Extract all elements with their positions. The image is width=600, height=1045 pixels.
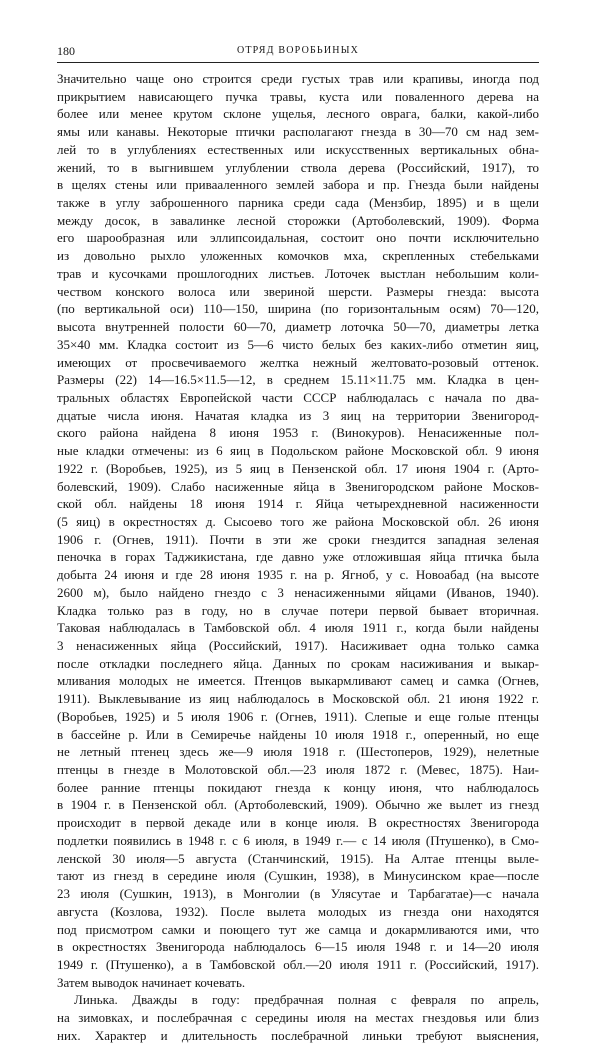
text-line: 35×40 мм. Кладка состоит из 5—6 чисто белых без каких-либо отметин яиц, (57, 336, 539, 352)
text-line: более или менее крутом склоне ущелья, лесного оврага, балки, какой-либо (57, 106, 539, 122)
text-line: его шарообразная или эллипсоидальная, состоит оно почти исключительно (57, 230, 539, 246)
text-line: 3 ненасиженных яйца (Российский, 1917). Насиживает одна только самка (57, 638, 539, 653)
text-line: подлетки появились в 1948 г. с 6 июля, в 1949 г.— с 14 июля (Птушенко), в Смо- (57, 832, 539, 848)
text-line: в бассейне р. Или в Семиречье найдены 10 июля 1918 г., оперенный, но еще (57, 726, 539, 742)
text-line: в окрестностях Звенигорода наблюдалось 6—15 июля 1948 г. и 14—20 июля (57, 939, 539, 955)
text-line: пеночка в горах Таджикистана, где давно уже отложившая яйца птичка была (57, 549, 539, 565)
text-line: дцатые числа июня. Начатая кладка из 3 яиц на территории Звенигород- (57, 407, 539, 423)
text-line: 1922 г. (Воробьев, 1925), из 5 яиц в Пензенской обл. 17 июня 1904 г. (Арто- (57, 460, 539, 476)
text-line: 23 июля (Сушкин, 1913), в Монголии (в Улясутае и Тарбагатае)—с начала (57, 886, 539, 902)
text-line: происходит в первой декаде или в конце июля. В окрестностях Звенигорода (57, 815, 539, 831)
text-line: (по вертикальной оси) 110—150, ширина (по горизонтальным осям) 70—120, (57, 301, 539, 317)
text-line: не летный птенец здесь же—9 июля 1918 г. (Шестоперов, 1929), нелетные (57, 744, 539, 760)
text-line: в 1904 г. в Пензенской обл. (Артоболевский, 1909). Обычно же вылет из гнезд (57, 797, 539, 813)
text-line: Линька. Дважды в году: предбрачная полная с февраля по апрель, (74, 992, 539, 1008)
text-line: ского района найдена 8 июня 1953 г. (Винокуров). Ненасиженные пол- (57, 425, 539, 441)
text-line: Размеры (22) 14—16.5×11.5—12, в среднем 15.11×11.75 мм. Кладка в цен- (57, 372, 539, 388)
text-line: тают из гнезд в середине июля (Сушкин, 1938), в Минусинском крае—после (57, 868, 539, 884)
text-line: более ранние птенцы покидают гнезда к концу июня, что наблюдалось (57, 779, 539, 795)
text-line: также в углу заброшенного парника среди сада (Мензбир, 1895) и в щели (57, 195, 539, 211)
text-line: Значительно чаще оно строится среди густых трав или крапивы, иногда под (57, 71, 539, 86)
header-rule (57, 62, 539, 63)
text-line: мливания молодых не имеется. Птенцов выкармливают самец и самка (Огнев, (57, 673, 539, 689)
text-line: ленской 30 июля—5 августа (Станчинский, 1915). На Алтае птенцы выле- (57, 850, 539, 866)
text-line: 1911). Выклевывание из яиц наблюдалось в Московской обл. 21 июня 1922 г. (57, 691, 539, 707)
text-line: лей то в углублениях естественных или искусственных вертикальных обна- (57, 141, 539, 157)
text-line: (Воробьев, 1925) и 5 июля 1906 г. (Огнев, 1911). Слепые и еще голые птенцы (57, 708, 539, 724)
text-line: прикрытием нависающего пучка травы, куста или поваленного дерева на (57, 88, 539, 104)
text-line: в щелях стены или привааленного землей забора и пр. Гнезда были найдены (57, 177, 539, 193)
page-number: 180 (57, 44, 75, 58)
text-line: Затем выводок начинает кочевать. (57, 974, 246, 990)
text-line: Таковая наблюдалась в Тамбовской обл. 4 июля 1911 г., когда были найдены (57, 620, 539, 636)
text-line: ные кладки отмечены: из 6 яиц в Подольском районе Московской обл. 9 июня (57, 443, 539, 459)
text-line: на зимовках, и послебрачная с середины июля на местах гнездовья или близ (57, 1010, 539, 1026)
text-line: 1906 г. (Огнев, 1911). Почти в эти же сроки гнездится западная зеленая (57, 531, 539, 547)
text-line: 2600 м), было найдено гнездо с 3 ненасиженными яйцами (Иванов, 1940). (57, 584, 539, 600)
text-line: птенцы в гнезде в Молотовской обл.—23 июля 1872 г. (Мевес, 1875). Наи- (57, 762, 539, 778)
text-line: под присмотром самки и поющего тут же самца и докармливаются ими, что (57, 921, 539, 937)
text-line: из довольно рыхло уложенных комочков мха, скрепленных стебельками (57, 248, 539, 264)
text-line: них. Характер и длительность послебрачной линьки требуют выяснения, (57, 1027, 539, 1043)
body-text (57, 70, 539, 1045)
text-line: трав и кусочками прошлогодних листьев. Лоточек выстлан небольшим коли- (57, 265, 539, 281)
running-head: ОТРЯД ВОРОБЬИНЫХ (236, 45, 360, 56)
text-line: высота внутренней полости 60—70, диаметр лоточка 50—70, диаметры летка (57, 319, 539, 335)
text-line: Кладка только раз в году, но в случае потери первой бывает вторичная. (57, 602, 539, 618)
text-line: добыта 24 июня и где 28 июня 1935 г. на р. Ягноб, у с. Новоабад (на высоте (57, 567, 539, 583)
text-line: после откладки последнего яйца. Данных по срокам насиживания и выкар- (57, 655, 539, 671)
text-line: между досок, в завалинке лесной сторожки (Артоболевский, 1909). Форма (57, 212, 539, 228)
text-line: (5 яиц) в окрестностях д. Сысоево того же района Московской обл. 26 июня (57, 513, 539, 529)
text-line: 1949 г. (Птушенко), а в Тамбовской обл.—20 июля 1911 г. (Российский, 1917). (57, 956, 539, 972)
text-line: жений, то в выгнившем углублении ствола дерева (Российский, 1917), то (57, 159, 539, 175)
text-line: ямы или канавы. Некоторые птички располагают гнезда в 30—70 см над зем- (57, 124, 539, 140)
text-line: болевский, 1909). Слабо насиженные яйца в Звенигородском районе Москов- (57, 478, 539, 494)
text-line: ской обл. найдены 18 июня 1914 г. Яйца четырехдневной насиженности (57, 496, 539, 512)
text-line: августа (Козлова, 1932). После вылета молодых из гнезда они находятся (57, 903, 539, 919)
text-line: тральных областях Европейской части СССР наблюдалась с начала по два- (57, 389, 539, 405)
text-line: имеющих от просвечиваемого желтка нежный желтовато-розовый оттенок. (57, 354, 539, 370)
page-header (57, 44, 539, 60)
text-line: чеством конского волоса или звериной шерсти. Размеры гнезда: высота (57, 283, 539, 299)
